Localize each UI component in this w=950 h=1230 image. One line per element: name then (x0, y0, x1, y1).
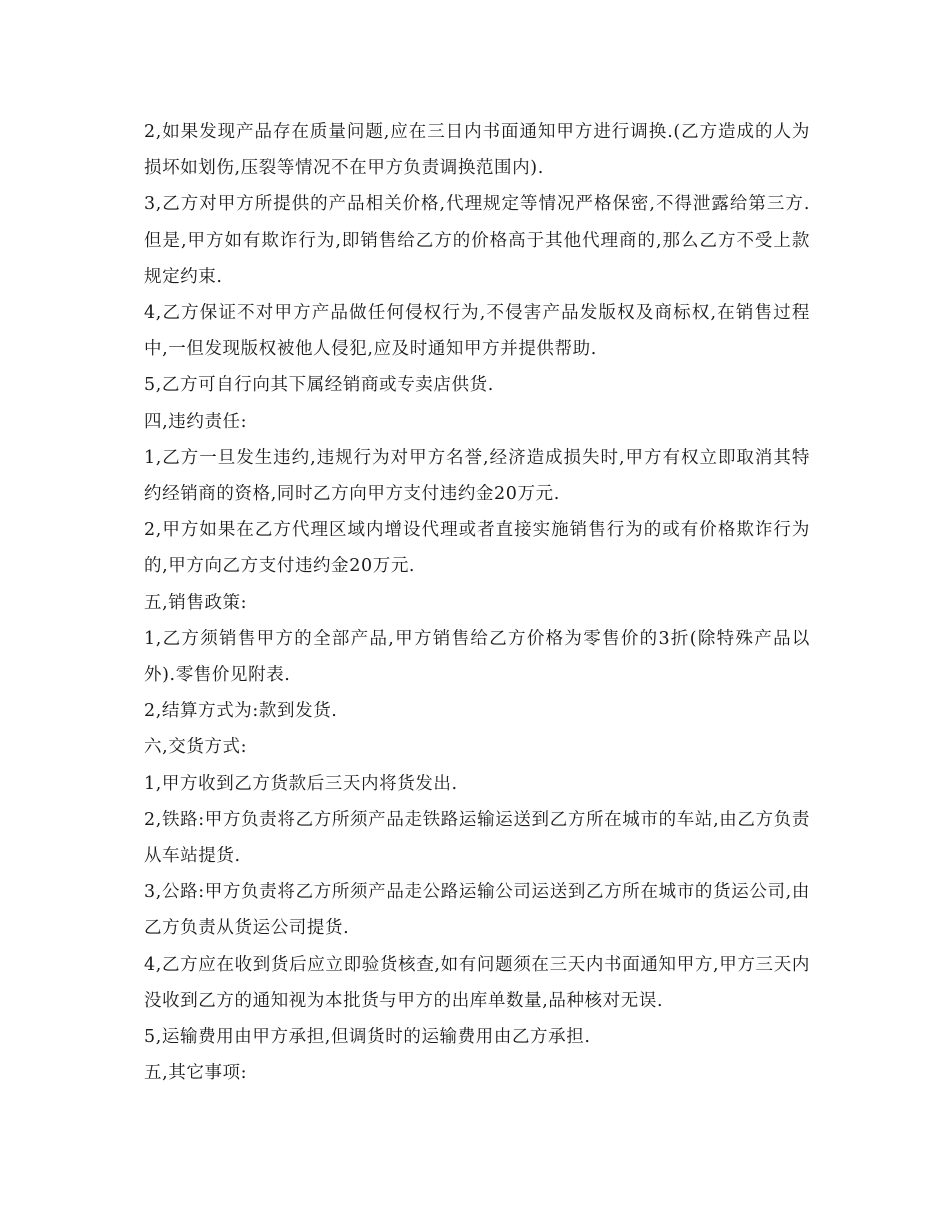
paragraph-party-a-breach: 2,甲方如果在乙方代理区域内增设代理或者直接实施销售行为的或有价格欺诈行为的,甲方向乙方支付违约金20万元. (144, 520, 810, 577)
paragraph-confidentiality: 3,乙方对甲方所提供的产品相关价格,代理规定等情况严格保密,不得泄露给第三方.但是,甲方如有欺诈行为,即销售给乙方的价格高于其他代理商的,那么乙方不受上款规定约束. (144, 194, 810, 287)
section-heading-liability: 四,违约责任: (144, 411, 248, 432)
paragraph-pricing: 1,乙方须销售甲方的全部产品,甲方销售给乙方价格为零售价的3折(除特殊产品以外).零售价见附表. (144, 628, 810, 686)
section-heading-sales-policy: 五,销售政策: (144, 592, 248, 613)
paragraph-freight-cost: 5,运输费用由甲方承担,但调货时的运输费用由乙方承担. (144, 1027, 591, 1048)
document-body (144, 114, 810, 1091)
section-heading-other-matters: 五,其它事项: (144, 1063, 248, 1084)
paragraph-shipping-time: 1,甲方收到乙方货款后三天内将货发出. (144, 773, 458, 794)
paragraph-highway: 3,公路:甲方负责将乙方所须产品走公路运输公司运送到乙方所在城市的货运公司,由乙方负责从货运公司提货. (144, 882, 810, 939)
paragraph-party-b-breach: 1,乙方一旦发生违约,违规行为对甲方名誉,经济造成损失时,甲方有权立即取消其特约经销商的资格,同时乙方向甲方支付违约金20万元. (144, 447, 810, 505)
paragraph-no-infringement: 4,乙方保证不对甲方产品做任何侵权行为,不侵害产品发版权及商标权,在销售过程中,一但发现版权被他人侵犯,应及时通知甲方并提供帮助. (144, 303, 810, 360)
section-heading-delivery: 六,交货方式: (144, 737, 248, 758)
paragraph-quality-issue: 2,如果发现产品存在质量问题,应在三日内书面通知甲方进行调换.(乙方造成的人为损坏如划伤,压裂等情况不在甲方负责调换范围内). (144, 122, 810, 179)
paragraph-settlement: 2,结算方式为:款到发货. (144, 701, 338, 722)
paragraph-railway: 2,铁路:甲方负责将乙方所须产品走铁路运输运送到乙方所在城市的车站,由乙方负责从车站提货. (144, 809, 810, 867)
paragraph-supply-dealers: 5,乙方可自行向其下属经销商或专卖店供货. (144, 375, 494, 396)
paragraph-inspection: 4,乙方应在收到货后应立即验货核查,如有问题须在三天内书面通知甲方,甲方三天内没收到乙方的通知视为本批货与甲方的出库单数量,品种核对无误. (144, 954, 810, 1011)
